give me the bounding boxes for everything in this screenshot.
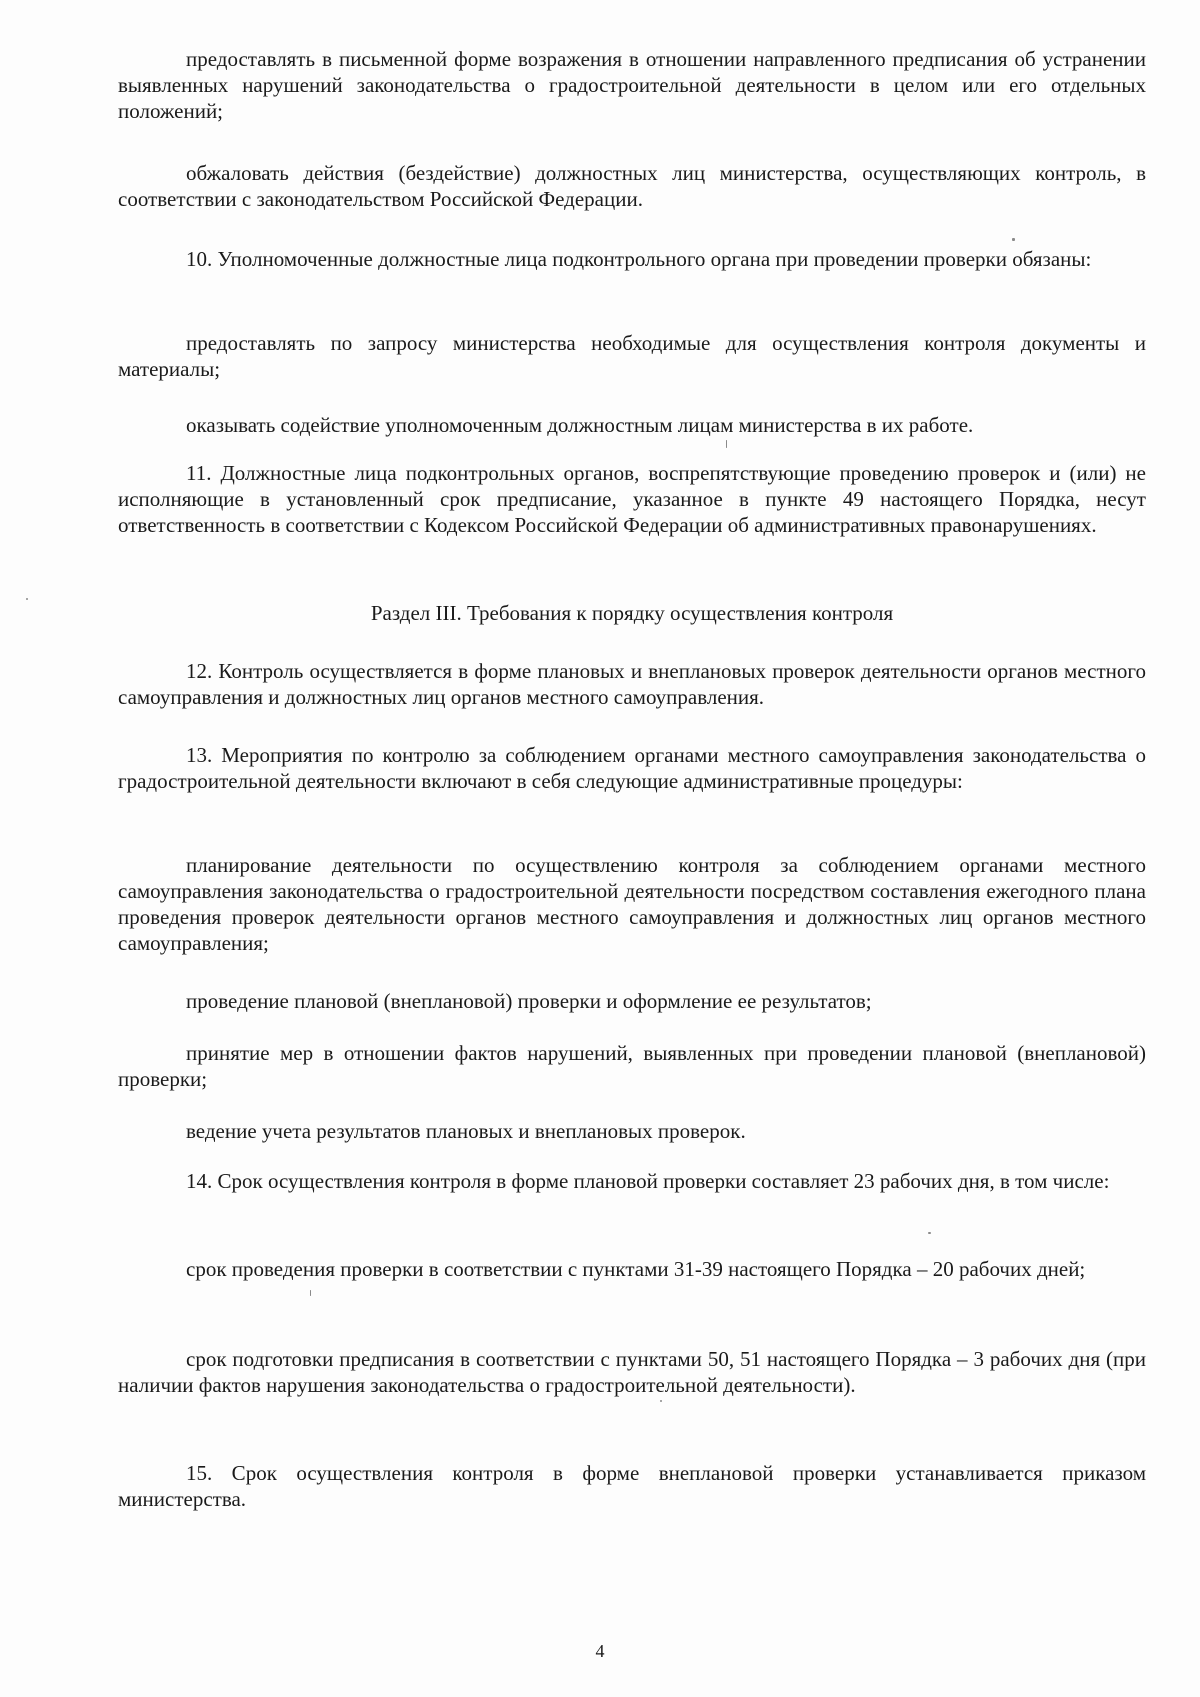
paragraph-planning: планирование деятельности по осуществлению контроля за соблюдением органами местного самоуправления законодательства о градостроительной деятельности посредством составления ежегодного плана проведения проверок деятельности органов местного самоуправления и должностных лиц органов местного самоуправления; xyxy=(118,853,1146,955)
paragraph-item-15: 15. Срок осуществления контроля в форме внеплановой проверки устанавливается приказом министерства. xyxy=(118,1461,1146,1511)
scan-speck xyxy=(928,1232,931,1234)
paragraph-item-13: 13. Мероприятия по контролю за соблюдением органами местного самоуправления законодательства о градостроительной деятельности включают в себя следующие административные процедуры: xyxy=(118,743,1146,793)
paragraph-item-12: 12. Контроль осуществляется в форме плановых и внеплановых проверок деятельности органов местного самоуправления и должностных лиц органов местного самоуправления. xyxy=(118,659,1146,709)
paragraph-provide-documents: предоставлять по запросу министерства необходимые для осуществления контроля документы и материалы; xyxy=(118,331,1146,381)
scan-speck xyxy=(726,440,727,448)
paragraph-assist: оказывать содействие уполномоченным должностным лицам министерства в их работе. xyxy=(186,413,974,437)
paragraph-item-11: 11. Должностные лица подконтрольных органов, воспрепятствующие проведению проверок и (или) не исполняющие в установленный срок предписание, указанное в пункте 49 настоящего Порядка, несут ответственность в соответствии с Кодексом Российской Федерации об административных правонарушениях. xyxy=(118,461,1146,537)
paragraph-inspection-term: срок проведения проверки в соответствии с пунктами 31-39 настоящего Порядка – 20 рабочих дней; xyxy=(186,1257,1086,1281)
paragraph-item-10: 10. Уполномоченные должностные лица подконтрольного органа при проведении проверки обязаны: xyxy=(186,247,1092,271)
page-number: 4 xyxy=(595,1641,605,1661)
paragraph-inspection: проведение плановой (внеплановой) проверки и оформление ее результатов; xyxy=(186,989,872,1013)
scan-speck xyxy=(1012,238,1015,241)
paragraph-prescription-term: срок подготовки предписания в соответствии с пунктами 50, 51 настоящего Порядка – 3 рабочих дня (при наличии фактов нарушения законодательства о градостроительной деятельности). xyxy=(118,1347,1146,1397)
scan-speck xyxy=(310,1290,311,1296)
paragraph-measures: принятие мер в отношении фактов нарушений, выявленных при проведении плановой (внеплановой) проверки; xyxy=(118,1041,1146,1091)
section-heading: Раздел III. Требования к порядку осуществления контроля xyxy=(370,601,894,625)
scan-speck xyxy=(26,598,28,600)
paragraph-objection-right: предоставлять в письменной форме возражения в отношении направленного предписания об устранении выявленных нарушений законодательства о градостроительной деятельности в целом или его отдельных положений; xyxy=(118,47,1146,123)
paragraph-item-14: 14. Срок осуществления контроля в форме плановой проверки составляет 23 рабочих дня, в том числе: xyxy=(186,1169,1110,1193)
paragraph-appeal-right: обжаловать действия (бездействие) должностных лиц министерства, осуществляющих контроль, в соответствии с законодательством Российской Федерации. xyxy=(118,161,1146,211)
scan-speck xyxy=(660,1400,662,1402)
paragraph-records: ведение учета результатов плановых и внеплановых проверок. xyxy=(186,1119,746,1143)
